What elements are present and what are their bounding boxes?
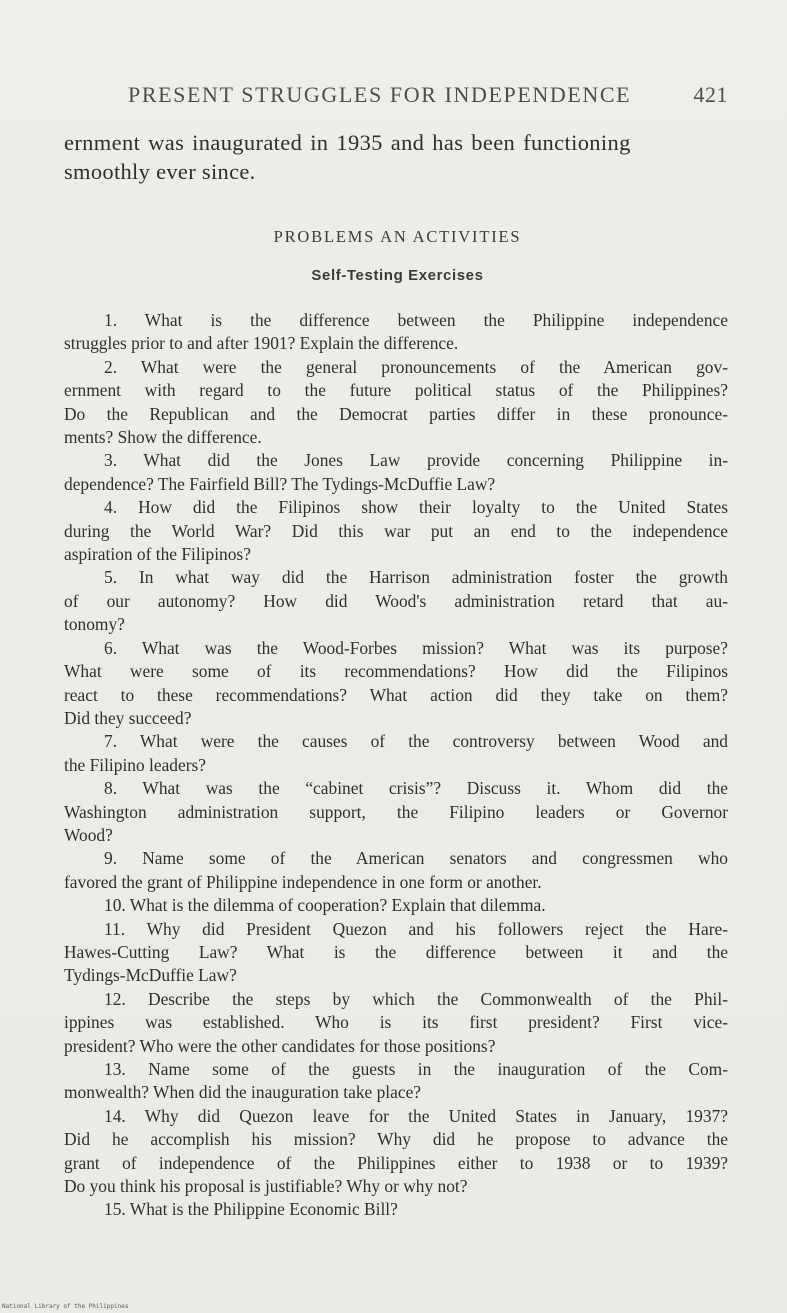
exercise-line: Did he accomplish his mission? Why did he propose to advance the bbox=[64, 1129, 728, 1150]
exercise-line bbox=[64, 1105, 728, 1128]
exercise-text: How did the Filipinos show their loyalty to the United States bbox=[138, 497, 728, 518]
exercise-number: 13. bbox=[104, 1059, 126, 1079]
exercise-line bbox=[64, 847, 728, 870]
exercise-text: What is the Philippine Economic Bill? bbox=[129, 1199, 398, 1220]
exercise-line bbox=[64, 918, 728, 941]
exercise-number: 2. bbox=[104, 356, 118, 377]
exercise-item bbox=[64, 449, 728, 496]
exercise-text: Describe the steps by which the Commonwealth of the Phil- bbox=[148, 988, 728, 1009]
exercise-item bbox=[64, 777, 728, 847]
lead-line: smoothly ever since. bbox=[64, 159, 256, 184]
exercise-line bbox=[64, 496, 728, 519]
running-header bbox=[128, 82, 728, 108]
exercise-item bbox=[64, 566, 728, 636]
exercise-text: What were the causes of the controversy between Wood and bbox=[139, 731, 728, 752]
exercise-line bbox=[64, 894, 728, 917]
exercise-text: What was the Wood-Forbes mission? What was its purpose? bbox=[141, 637, 728, 658]
exercise-line: Did they succeed? bbox=[64, 707, 192, 728]
exercise-number: 12. bbox=[104, 988, 126, 1009]
exercise-item bbox=[64, 847, 728, 894]
exercise-text: What is the dilemma of cooperation? Explain that dilemma. bbox=[129, 895, 546, 916]
lead-line: ernment was inaugurated in 1935 and has been functioning bbox=[64, 130, 631, 155]
exercise-number: 9. bbox=[104, 848, 118, 869]
exercise-line: aspiration of the Filipinos? bbox=[64, 544, 251, 565]
exercise-number: 7. bbox=[104, 731, 118, 752]
exercise-item bbox=[64, 988, 728, 1058]
exercise-text: Why did Quezon leave for the United States in January, 1937? bbox=[144, 1105, 728, 1126]
exercise-line: struggles prior to and after 1901? Explain the difference. bbox=[64, 333, 459, 354]
exercise-line bbox=[64, 988, 728, 1011]
exercise-text: What is the difference between the Philippine independence bbox=[144, 310, 728, 330]
lead-paragraph bbox=[64, 128, 728, 186]
section-subtitle: Self-Testing Exercises bbox=[311, 267, 484, 284]
exercise-line bbox=[64, 637, 728, 660]
page-number: 421 bbox=[693, 82, 728, 107]
exercise-item bbox=[64, 730, 728, 777]
exercise-item bbox=[64, 1105, 728, 1199]
exercise-line bbox=[64, 309, 728, 332]
exercise-item bbox=[64, 1198, 728, 1221]
exercise-line: of our autonomy? How did Wood's administration retard that au- bbox=[64, 590, 728, 611]
exercise-number: 3. bbox=[104, 450, 118, 471]
exercise-line: Hawes-Cutting Law? What is the difference between it and the bbox=[64, 941, 728, 962]
exercise-line bbox=[64, 449, 728, 472]
exercise-number: 15. bbox=[104, 1199, 126, 1220]
exercise-line: Tydings-McDuffie Law? bbox=[64, 965, 237, 986]
exercise-line: president? Who were the other candidates for those positions? bbox=[64, 1035, 496, 1056]
exercise-line bbox=[64, 1058, 728, 1081]
exercise-item bbox=[64, 309, 728, 356]
exercise-number: 4. bbox=[104, 497, 118, 518]
exercise-line bbox=[64, 1198, 728, 1221]
exercise-number: 11. bbox=[104, 918, 126, 939]
exercise-line bbox=[64, 356, 728, 379]
section-title: PROBLEMS AN ACTIVITIES bbox=[273, 227, 522, 246]
exercise-text: What did the Jones Law provide concerning Philippine in- bbox=[143, 450, 728, 471]
exercise-item bbox=[64, 894, 728, 917]
exercise-number: 14. bbox=[104, 1105, 126, 1126]
exercise-line: monwealth? When did the inauguration take place? bbox=[64, 1082, 422, 1103]
exercise-item bbox=[64, 356, 728, 450]
exercise-number: 10. bbox=[104, 895, 126, 916]
exercise-line: Do the Republican and the Democrat parties differ in these pronounce- bbox=[64, 403, 728, 424]
exercise-line: What were some of its recommendations? How did the Filipinos bbox=[64, 661, 728, 682]
exercise-text: What was the “cabinet crisis”? Discuss it. Whom did the bbox=[142, 778, 728, 799]
running-title: PRESENT STRUGGLES FOR INDEPENDENCE bbox=[128, 82, 632, 107]
exercise-line bbox=[64, 777, 728, 800]
exercise-text: Name some of the American senators and congressmen who bbox=[142, 848, 728, 869]
library-watermark: National Library of the Philippines bbox=[2, 1303, 129, 1310]
exercise-line: dependence? The Fairfield Bill? The Tydings-McDuffie Law? bbox=[64, 473, 496, 494]
exercise-number: 8. bbox=[104, 778, 118, 799]
exercise-line: tonomy? bbox=[64, 614, 125, 635]
exercise-number: 1. bbox=[104, 310, 118, 330]
exercise-line: Wood? bbox=[64, 824, 113, 845]
exercise-text: Why did President Quezon and his followers reject the Hare- bbox=[146, 918, 728, 939]
exercise-line: favored the grant of Philippine independence in one form or another. bbox=[64, 871, 542, 892]
exercise-text: Name some of the guests in the inauguration of the Com- bbox=[148, 1059, 728, 1079]
exercise-text: What were the general pronouncements of the American gov- bbox=[140, 356, 728, 377]
exercise-line bbox=[64, 566, 728, 589]
exercise-list bbox=[64, 309, 728, 1222]
exercise-line: ernment with regard to the future political status of the Philippines? bbox=[64, 380, 728, 401]
exercise-line: ments? Show the difference. bbox=[64, 427, 262, 448]
exercise-number: 5. bbox=[104, 567, 118, 588]
exercise-line bbox=[64, 730, 728, 753]
exercise-line: Washington administration support, the Filipino leaders or Governor bbox=[64, 801, 728, 822]
exercise-item bbox=[64, 496, 728, 566]
exercise-item bbox=[64, 1058, 728, 1105]
exercise-item bbox=[64, 918, 728, 988]
exercise-line: the Filipino leaders? bbox=[64, 754, 206, 775]
exercise-line: react to these recommendations? What action did they take on them? bbox=[64, 684, 728, 705]
exercise-number: 6. bbox=[104, 637, 118, 658]
exercise-line: grant of independence of the Philippines either to 1938 or to 1939? bbox=[64, 1152, 728, 1173]
exercise-text: In what way did the Harrison administration foster the growth bbox=[138, 567, 728, 588]
exercise-line: during the World War? Did this war put an end to the independence bbox=[64, 520, 728, 541]
exercise-item bbox=[64, 637, 728, 731]
exercise-line: ippines was established. Who is its first president? First vice- bbox=[64, 1012, 728, 1033]
exercise-line: Do you think his proposal is justifiable? Why or why not? bbox=[64, 1176, 468, 1197]
